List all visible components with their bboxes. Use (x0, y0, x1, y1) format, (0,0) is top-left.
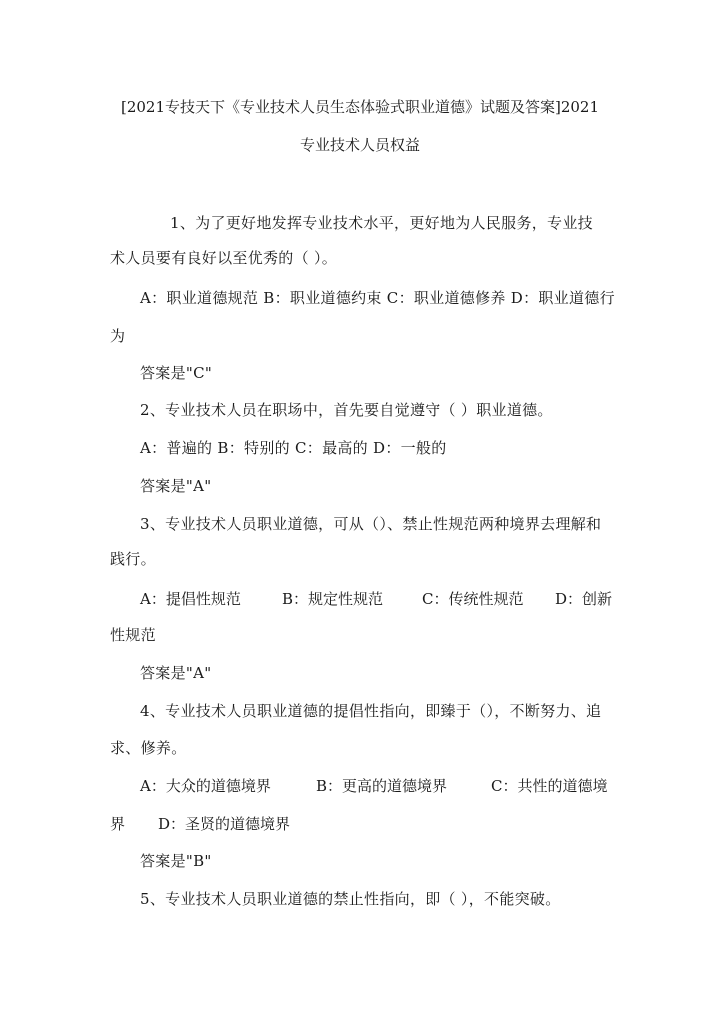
question-2-answer: 答案是"A" (140, 477, 212, 495)
question-3-answer: 答案是"A" (140, 664, 212, 682)
question-1-options-line-1: A：职业道德规范 B：职业道德约束 C：职业道德修养 D：职业道德行 (140, 289, 615, 307)
question-3-option-d-tail: 性规范 (110, 626, 156, 644)
question-3-option-d: D：创新 (555, 590, 613, 608)
question-2-options: A：普遍的 B：特别的 C：最高的 D：一般的 (140, 439, 447, 457)
question-1-stem-line-2: 术人员要有良好以至优秀的（ ）。 (110, 249, 338, 267)
question-1-answer: 答案是"C" (140, 364, 213, 382)
document-title-line-2: 专业技术人员权益 (299, 136, 420, 154)
question-1-stem-line-1: 1、为了更好地发挥专业技术水平，更好地为人民服务，专业技 (170, 214, 593, 232)
question-4-option-a: A：大众的道德境界 (140, 777, 271, 795)
question-2-stem: 2、专业技术人员在职场中，首先要自觉遵守（ ）职业道德。 (140, 401, 553, 419)
question-3-option-c: C：传统性规范 (422, 590, 524, 608)
question-4-option-b: B：更高的道德境界 (316, 777, 448, 795)
question-4-option-c: C：共性的道德境 (491, 777, 608, 795)
question-4-option-c-tail: 界 (110, 815, 126, 833)
question-3-stem-line-2: 践行。 (110, 550, 156, 568)
document-title-line-1: [2021专技天下《专业技术人员生态体验式职业道德》试题及答案]2021 (120, 98, 600, 116)
question-4-stem-line-1: 4、专业技术人员职业道德的提倡性指向，即臻于（），不断努力、追 (140, 702, 602, 720)
question-3-option-a: A：提倡性规范 (140, 590, 241, 608)
question-4-stem-line-2: 求、修养。 (110, 739, 187, 757)
question-3-option-b: B：规定性规范 (282, 590, 384, 608)
question-5-stem: 5、专业技术人员职业道德的禁止性指向，即（ ），不能突破。 (140, 890, 561, 908)
question-3-stem-line-1: 3、专业技术人员职业道德，可从（）、禁止性规范两种境界去理解和 (140, 515, 602, 533)
question-1-options-line-2: 为 (110, 327, 126, 345)
question-4-answer: 答案是"B" (140, 852, 212, 870)
question-4-option-d: D：圣贤的道德境界 (158, 815, 291, 833)
